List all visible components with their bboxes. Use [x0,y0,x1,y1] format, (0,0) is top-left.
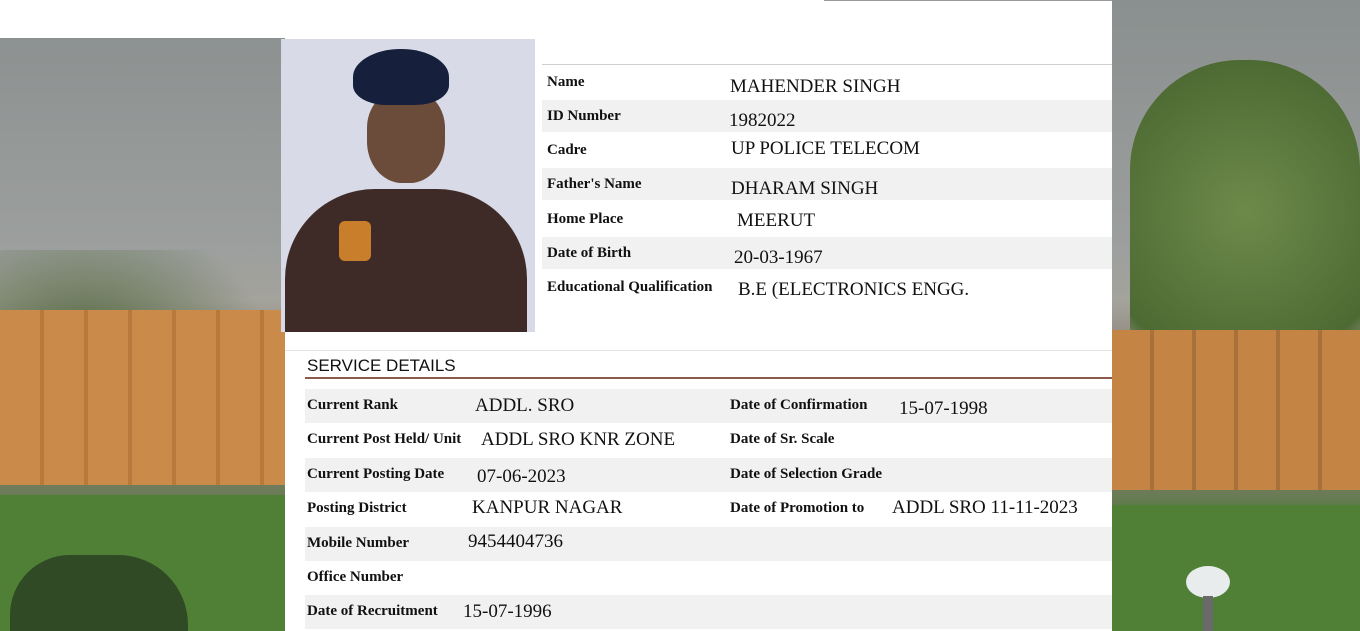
row-office [305,561,1112,595]
personal-details [542,64,1112,350]
dob-value: 20-03-1967 [734,247,823,268]
lawn-right [1112,505,1360,631]
id-label: ID Number [547,108,621,124]
row-dob [542,237,1112,269]
district-value: KANPUR NAGAR [472,497,623,518]
office-label: Office Number [307,569,404,585]
cadre-label: Cadre [547,142,587,158]
promotion-label: Date of Promotion to [730,500,865,516]
row-post [305,423,1112,457]
post-label: Current Post Held/ Unit [307,431,462,447]
row-posting-date [305,458,1112,492]
home-label: Home Place [547,211,624,227]
row-name [542,66,1112,98]
row-recruitment [305,595,1112,629]
row-father [542,168,1112,200]
shoulder-badge [339,221,371,261]
district-label: Posting District [307,500,407,516]
rank-label: Current Rank [307,397,398,413]
heading-underline [305,377,1112,379]
row-district [305,492,1112,526]
profile-card [285,0,1112,631]
id-value: 1982022 [729,110,796,131]
lamp-globe [1186,566,1230,598]
service-details-heading: SERVICE DETAILS [307,356,456,375]
row-mobile [305,527,1112,561]
lamp-post [1203,596,1213,631]
row-education [542,271,1112,303]
top-border [824,0,1112,1]
promotion-value: ADDL SRO 11-11-2023 [892,497,1078,518]
section-separator [285,350,1112,351]
father-value: DHARAM SINGH [731,178,879,199]
posting-date-label: Current Posting Date [307,466,445,482]
recruitment-label: Date of Recruitment [307,603,438,619]
row-cadre [542,134,1112,166]
building-left [0,310,285,485]
cadre-value: UP POLICE TELECOM [731,138,920,159]
officer-photo [281,39,535,332]
row-id [542,100,1112,132]
mobile-label: Mobile Number [307,535,410,551]
uniform [285,189,527,332]
recruitment-value: 15-07-1996 [463,601,552,622]
posting-date-value: 07-06-2023 [477,466,566,487]
name-value: MAHENDER SINGH [730,76,901,97]
home-value: MEERUT [737,210,816,231]
confirmation-label: Date of Confirmation [730,397,868,413]
education-label: Educational Qualification [547,279,713,295]
sr-scale-label: Date of Sr. Scale [730,431,835,447]
rank-value: ADDL. SRO [475,395,575,416]
education-value: B.E (ELECTRONICS ENGG. [738,279,970,300]
row-rank [305,389,1112,423]
selection-grade-label: Date of Selection Grade [730,466,883,482]
beret [353,49,449,105]
mobile-value: 9454404736 [468,531,563,552]
post-value: ADDL SRO KNR ZONE [481,429,676,450]
row-home [542,203,1112,235]
confirmation-value: 15-07-1998 [899,398,988,419]
building-right [1112,330,1360,490]
dob-label: Date of Birth [547,245,632,261]
name-label: Name [547,74,585,90]
father-label: Father's Name [547,176,642,192]
